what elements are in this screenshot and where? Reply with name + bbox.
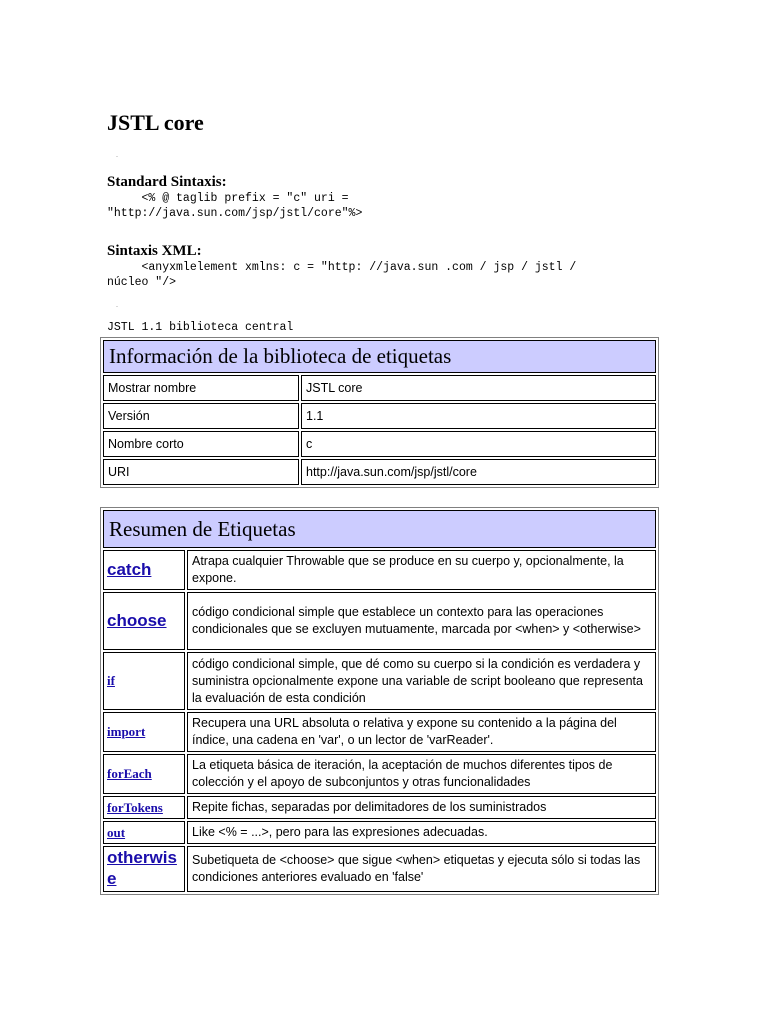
tag-summary-header: Resumen de Etiquetas (103, 510, 656, 548)
standard-syntax-code-line-2: "http://java.sun.com/jsp/jstl/core"%> (107, 207, 363, 220)
tag-link-choose[interactable]: choose (107, 611, 167, 630)
info-label: Mostrar nombre (103, 375, 299, 401)
xml-syntax-code-line-2: núcleo "/> (107, 276, 177, 289)
table-row (103, 796, 656, 819)
tag-description: La etiqueta básica de iteración, la aceptación de muchos diferentes tipos de colección y el apoyo de subconjuntos y otras funcionalidades (187, 754, 656, 794)
info-label: Nombre corto (103, 431, 299, 457)
xml-syntax-code-line-1: <anyxmlelement xmlns: c = "http: //java.sun .com / jsp / jstl / (107, 261, 577, 274)
tag-summary-table (100, 507, 659, 895)
separator-dot (116, 306, 118, 307)
page-title: JSTL core (107, 110, 204, 135)
tag-link-otherwise[interactable]: otherwise (107, 848, 177, 888)
tag-link-import[interactable]: import (107, 724, 146, 739)
table-row (103, 459, 656, 485)
tag-description: Recupera una URL absoluta o relativa y expone su contenido a la página del índice, una cadena en 'var', o un lector de 'varReader'. (187, 712, 656, 752)
table-row (103, 846, 656, 892)
library-info-header: Información de la biblioteca de etiquetas (103, 340, 656, 373)
tag-description: Like <% = ...>, pero para las expresiones adecuadas. (187, 821, 656, 844)
table-row (103, 821, 656, 844)
separator-dot (116, 156, 118, 157)
library-caption: JSTL 1.1 biblioteca central (107, 321, 294, 334)
info-label: URI (103, 459, 299, 485)
table-row (103, 712, 656, 752)
info-value: c (301, 431, 656, 457)
table-row (103, 375, 656, 401)
tag-link-fortokens[interactable]: forTokens (107, 799, 163, 815)
standard-syntax-code-line-1: <% @ taglib prefix = "c" uri = (107, 192, 349, 205)
table-row (103, 652, 656, 710)
standard-syntax-heading: Standard Sintaxis: (107, 174, 227, 190)
table-row (103, 431, 656, 457)
tag-description: Subetiqueta de <choose> que sigue <when> etiquetas y ejecuta sólo si todas las condiciones anteriores evaluado en 'false' (187, 846, 656, 892)
table-row (103, 550, 656, 590)
info-value: 1.1 (301, 403, 656, 429)
xml-syntax-heading: Sintaxis XML: (107, 243, 202, 259)
tag-link-catch[interactable]: catch (107, 560, 152, 579)
library-info-table (100, 337, 659, 488)
tag-link-foreach[interactable]: forEach (107, 766, 152, 781)
info-value: JSTL core (301, 375, 656, 401)
info-label: Versión (103, 403, 299, 429)
tag-description: Repite fichas, separadas por delimitadores de los suministrados (187, 796, 656, 819)
table-row (103, 592, 656, 650)
tag-description: Atrapa cualquier Throwable que se produce en su cuerpo y, opcionalmente, la expone. (187, 550, 656, 590)
tag-description: código condicional simple, que dé como su cuerpo si la condición es verdadera y suministra opcionalmente expone una variable de script booleano que representa la evaluación de esta condición (187, 652, 656, 710)
tag-link-out[interactable]: out (107, 824, 126, 840)
table-row (103, 754, 656, 794)
table-row (103, 403, 656, 429)
info-value: http://java.sun.com/jsp/jstl/core (301, 459, 656, 485)
tag-description: código condicional simple que establece un contexto para las operaciones condicionales que se excluyen mutuamente, marcada por <when> y <otherwise> (187, 592, 656, 650)
tag-link-if[interactable]: if (107, 673, 115, 688)
